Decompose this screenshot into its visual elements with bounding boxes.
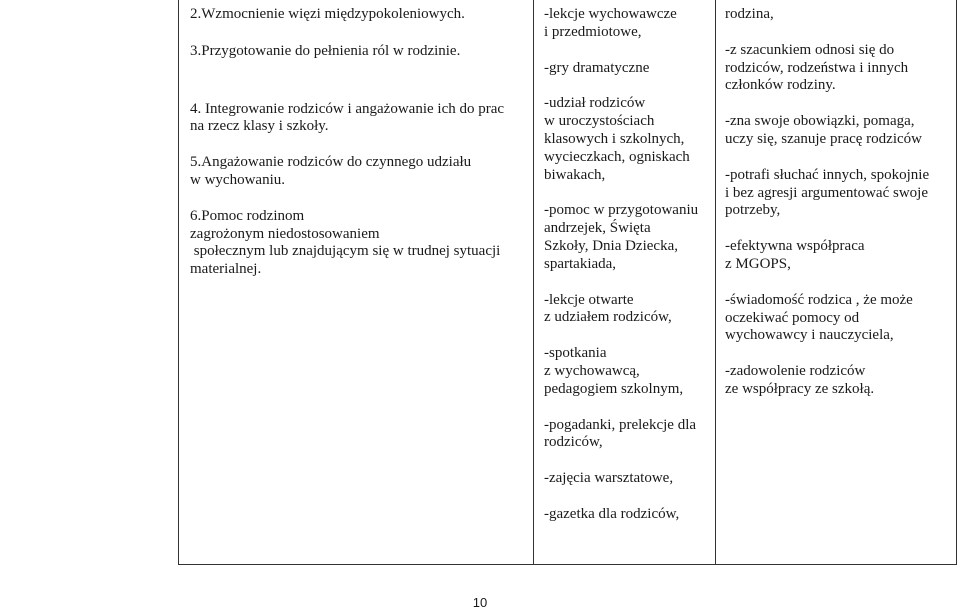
goal-line: zagrożonym niedostosowaniem [190, 225, 380, 242]
activity-line: z udziałem rodziców, [544, 309, 672, 326]
column-divider [715, 0, 716, 565]
activity-line: -udział rodziców [544, 95, 646, 112]
activity-line: -lekcje otwarte [544, 291, 634, 308]
activity-line: pedagogiem szkolnym, [544, 380, 684, 397]
goal-line: 4. Integrowanie rodziców i angażowanie ich do prac [190, 100, 505, 117]
outcome-line: -świadomość rodzica , że może [725, 291, 913, 308]
outcome-line: oczekiwać pomocy od [725, 309, 860, 326]
goal-line: 5.Angażowanie rodziców do czynnego udziału [190, 154, 472, 171]
page-number: 10 [472, 595, 488, 610]
activity-line: biwakach, [544, 166, 606, 183]
activity-line: Szkoły, Dnia Dziecka, [544, 237, 678, 254]
outcome-line: -z szacunkiem odnosi się do [725, 41, 895, 58]
outcome-line: wychowawcy i nauczyciela, [725, 327, 894, 344]
goal-line: 6.Pomoc rodzinom [190, 207, 305, 224]
activity-line: -gazetka dla rodziców, [544, 505, 680, 522]
outcomes-cell [725, 0, 955, 399]
outcome-line: -efektywna współpraca [725, 238, 865, 255]
activity-line: -gry dramatyczne [544, 59, 650, 76]
goal-line: 3.Przygotowanie do pełnienia ról w rodzinie. [190, 42, 461, 59]
goal-line: 2.Wzmocnienie więzi międzypokoleniowych. [190, 6, 465, 22]
activity-line: w uroczystościach [544, 113, 655, 130]
activity-line: -pogadanki, prelekcje dla [544, 416, 697, 433]
outcome-line: uczy się, szanuje pracę rodziców [725, 130, 922, 147]
outcome-line: rodziców, rodzeństwa i innych [725, 59, 909, 76]
outcome-line: potrzeby, [725, 202, 781, 219]
activity-line: -spotkania [544, 345, 607, 362]
outcome-line: ze współpracy ze szkołą. [725, 380, 875, 397]
outcome-line: -zna swoje obowiązki, pomaga, [725, 113, 915, 130]
activity-line: -pomoc w przygotowaniu [544, 202, 699, 219]
outcome-line: -zadowolenie rodziców [725, 363, 866, 380]
outcome-line: -potrafi słuchać innych, spokojnie [725, 166, 930, 183]
goal-line: materialnej. [190, 261, 262, 278]
column-divider [533, 0, 534, 565]
activity-line: z wychowawcą, [544, 362, 640, 379]
goal-line: społecznym lub znajdującym się w trudnej sytuacji [190, 243, 501, 260]
goal-line: na rzecz klasy i szkoły. [190, 118, 329, 135]
outcome-line: rodzina, [725, 6, 774, 22]
activity-line: klasowych i szkolnych, [544, 130, 685, 147]
activity-line: i przedmiotowe, [544, 23, 642, 40]
goal-line: w wychowaniu. [190, 171, 285, 188]
outcome-line: członków rodziny. [725, 77, 836, 94]
activities-cell [544, 0, 714, 524]
table-border-bottom [178, 564, 957, 565]
activity-line: -lekcje wychowawcze [544, 6, 677, 22]
activity-line: spartakiada, [544, 255, 617, 272]
activity-line: rodziców, [544, 434, 603, 451]
activity-line: andrzejek, Święta [544, 220, 651, 237]
activity-line: wycieczkach, ogniskach [544, 148, 690, 165]
activity-line: -zajęcia warsztatowe, [544, 470, 674, 487]
outcome-line: z MGOPS, [725, 255, 791, 272]
table-border-left [178, 0, 179, 565]
goals-cell [190, 0, 530, 279]
outcome-line: i bez agresji argumentować swoje [725, 184, 928, 201]
table-border-right [956, 0, 957, 565]
